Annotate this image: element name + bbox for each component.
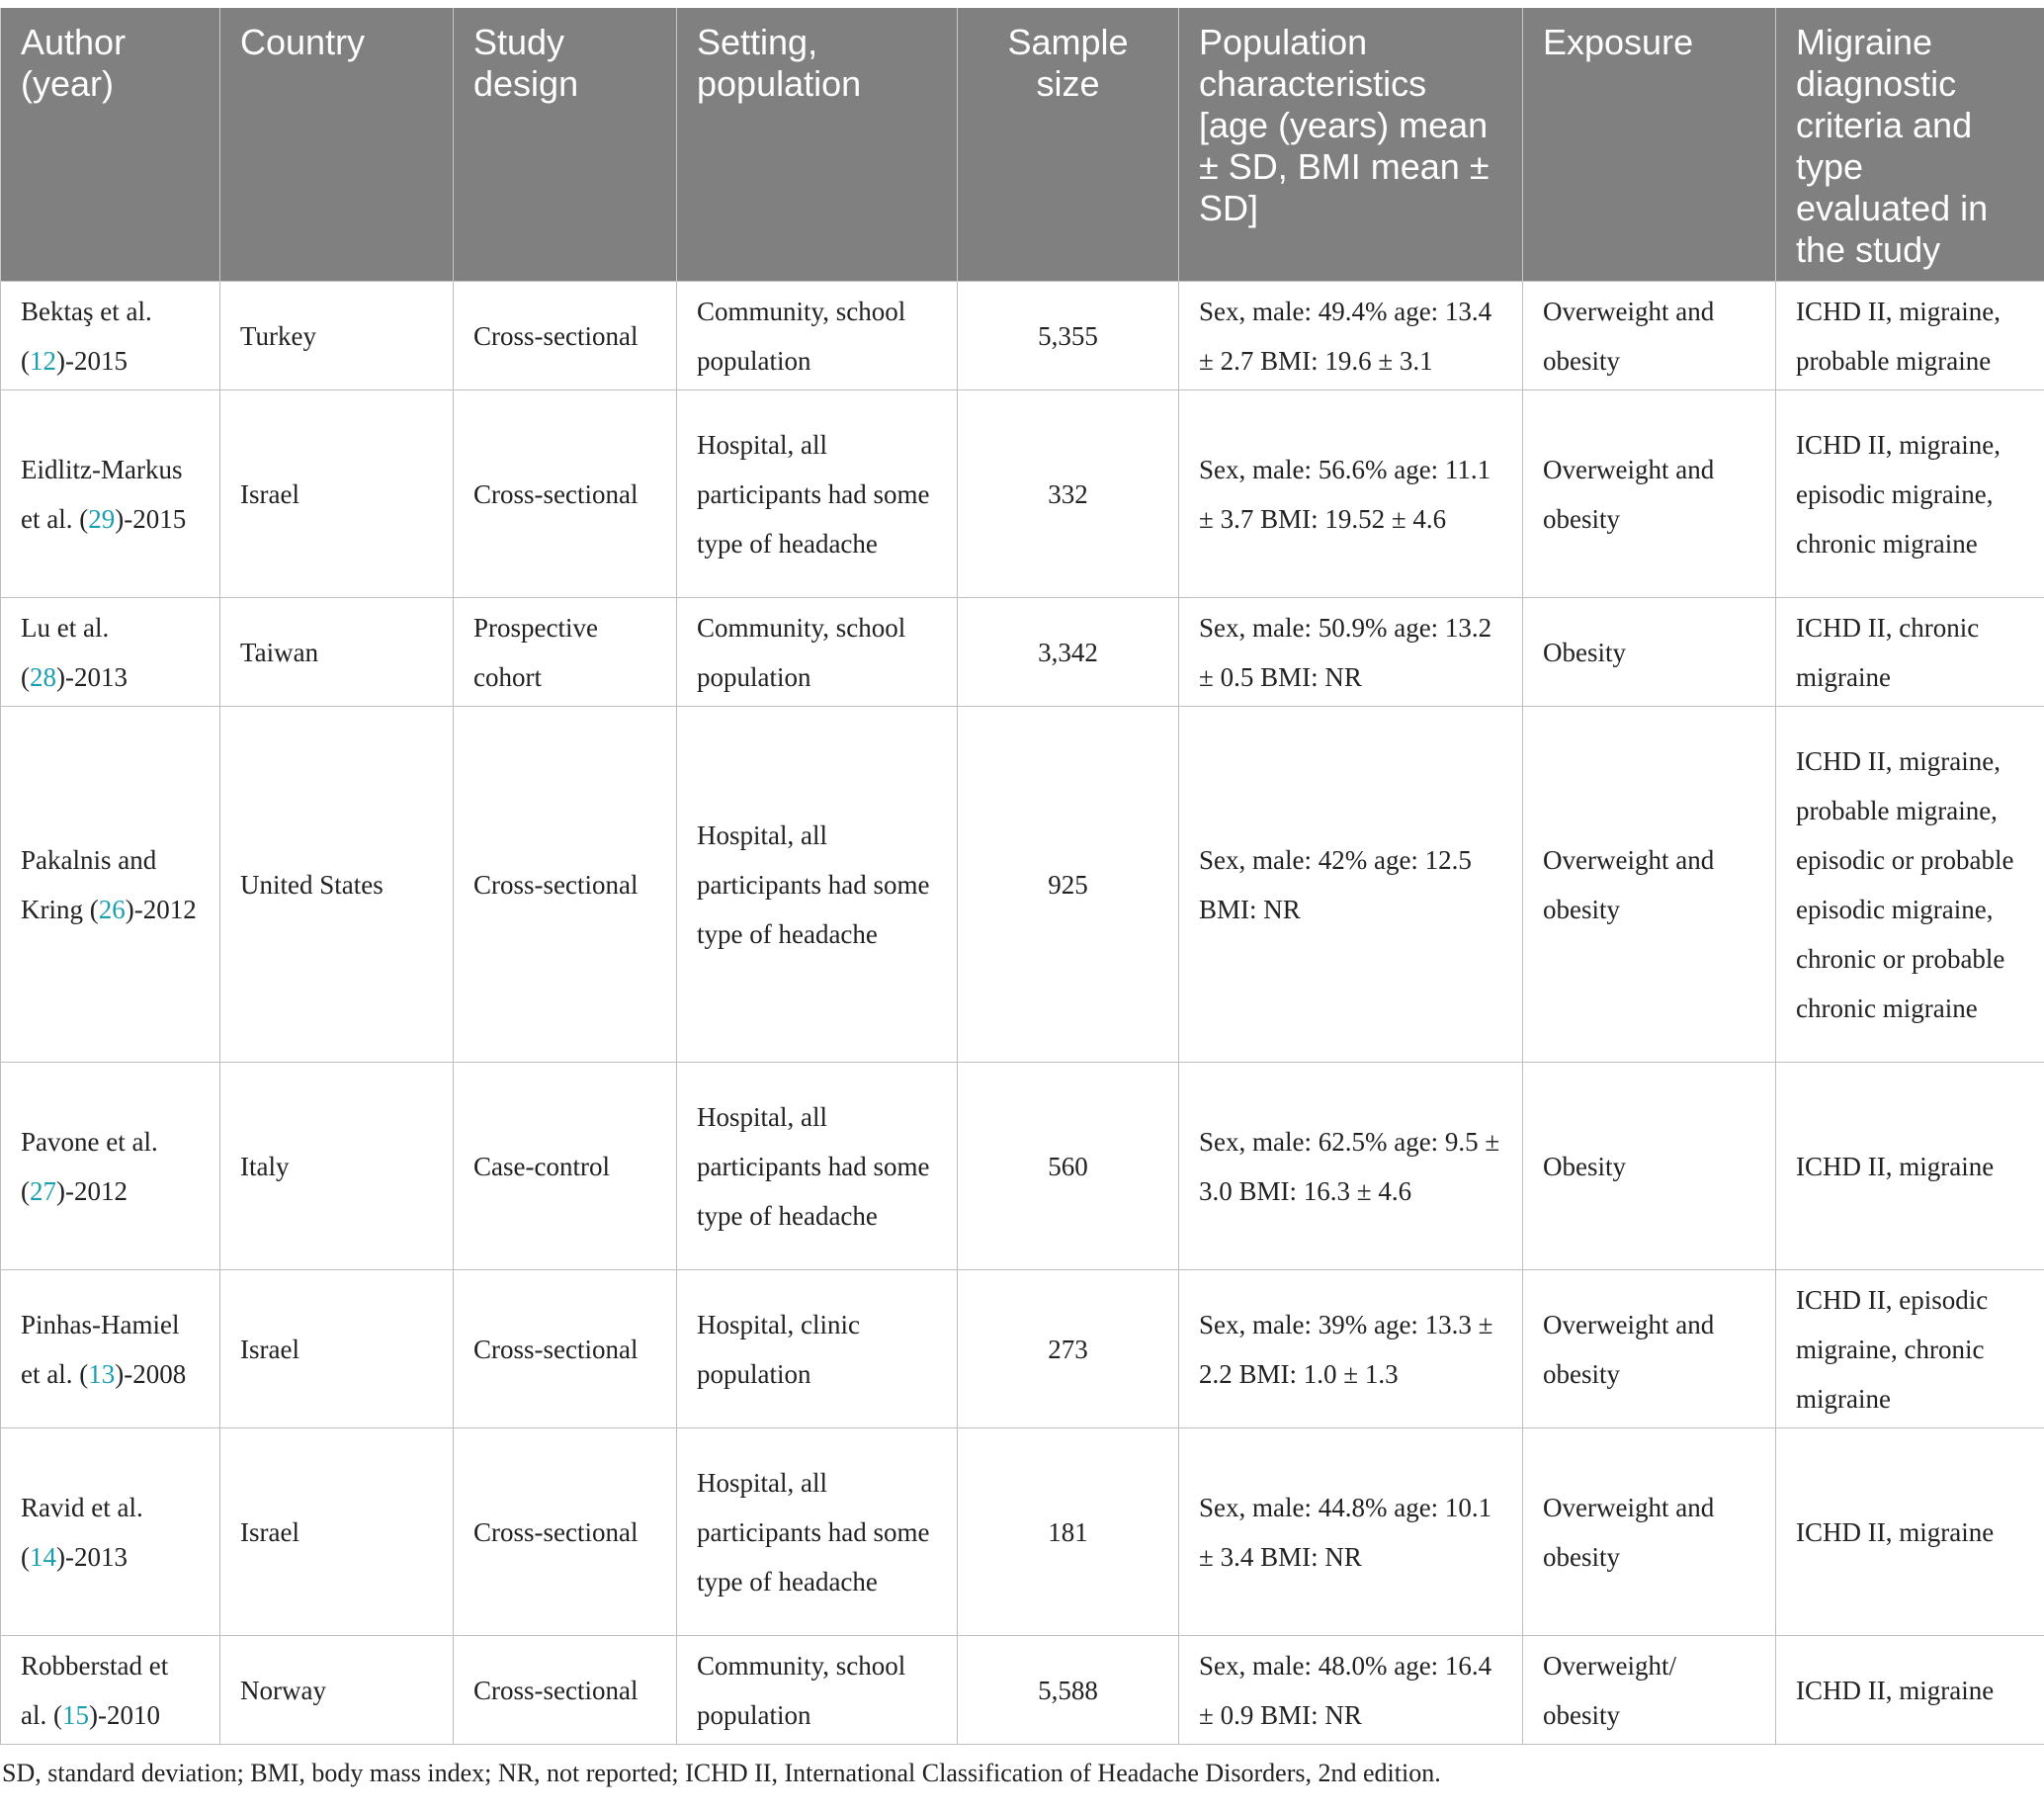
author-year: )-2010 bbox=[88, 1699, 160, 1730]
cell-exposure: Overweight and obesity bbox=[1523, 282, 1776, 390]
table-row bbox=[1, 282, 2044, 390]
cell-setting: Hospital, all participants had some type of headache bbox=[677, 1063, 958, 1270]
header-author: Author (year) bbox=[1, 8, 220, 282]
author-name: Pavone et al. ( bbox=[21, 1126, 158, 1206]
study-characteristics-table bbox=[0, 8, 2044, 1745]
cell-setting: Community, school population bbox=[677, 598, 958, 707]
header-row bbox=[1, 8, 2044, 282]
cell-population-characteristics: Sex, male: 50.9% age: 13.2 ± 0.5 BMI: NR bbox=[1179, 598, 1523, 707]
citation-link[interactable]: 14 bbox=[30, 1541, 56, 1572]
citation-link[interactable]: 13 bbox=[88, 1358, 116, 1389]
author-name: Ravid et al. ( bbox=[21, 1492, 143, 1572]
citation-link[interactable]: 27 bbox=[30, 1175, 56, 1206]
cell-sample-size: 332 bbox=[958, 390, 1179, 598]
cell-population-characteristics: Sex, male: 62.5% age: 9.5 ± 3.0 BMI: 16.3 ± 4.6 bbox=[1179, 1063, 1523, 1270]
cell-sample-size: 3,342 bbox=[958, 598, 1179, 707]
cell-study-design: Cross-sectional bbox=[454, 1270, 677, 1428]
cell-sample-size: 560 bbox=[958, 1063, 1179, 1270]
cell-sample-size: 5,588 bbox=[958, 1636, 1179, 1745]
cell-population-characteristics: Sex, male: 39% age: 13.3 ± 2.2 BMI: 1.0 ± 1.3 bbox=[1179, 1270, 1523, 1428]
author-year: )-2012 bbox=[125, 894, 197, 924]
author-year: )-2013 bbox=[56, 661, 128, 692]
cell-population-characteristics: Sex, male: 49.4% age: 13.4 ± 2.7 BMI: 19.6 ± 3.1 bbox=[1179, 282, 1523, 390]
cell-author bbox=[1, 1636, 220, 1745]
cell-study-design: Cross-sectional bbox=[454, 707, 677, 1063]
cell-exposure: Overweight and obesity bbox=[1523, 390, 1776, 598]
cell-setting: Hospital, clinic population bbox=[677, 1270, 958, 1428]
cell-setting: Community, school population bbox=[677, 1636, 958, 1745]
cell-population-characteristics: Sex, male: 56.6% age: 11.1 ± 3.7 BMI: 19.52 ± 4.6 bbox=[1179, 390, 1523, 598]
citation-link[interactable]: 26 bbox=[98, 894, 126, 924]
author-name: Pakalnis and Kring ( bbox=[21, 844, 157, 924]
table-row bbox=[1, 1636, 2044, 1745]
header-migraine-criteria: Migraine diagnostic criteria and type evaluated in the study bbox=[1776, 8, 2044, 282]
cell-sample-size: 925 bbox=[958, 707, 1179, 1063]
cell-sample-size: 5,355 bbox=[958, 282, 1179, 390]
cell-setting: Hospital, all participants had some type of headache bbox=[677, 707, 958, 1063]
author-name: Eidlitz-Markus et al. ( bbox=[21, 454, 183, 534]
cell-population-characteristics: Sex, male: 42% age: 12.5 BMI: NR bbox=[1179, 707, 1523, 1063]
cell-population-characteristics: Sex, male: 48.0% age: 16.4 ± 0.9 BMI: NR bbox=[1179, 1636, 1523, 1745]
citation-link[interactable]: 29 bbox=[88, 503, 116, 534]
cell-country: Norway bbox=[220, 1636, 454, 1745]
cell-author bbox=[1, 1270, 220, 1428]
header-sample-size: Sample size bbox=[958, 8, 1179, 282]
cell-author bbox=[1, 707, 220, 1063]
cell-exposure: Overweight and obesity bbox=[1523, 1428, 1776, 1636]
cell-author bbox=[1, 598, 220, 707]
cell-author bbox=[1, 1428, 220, 1636]
cell-migraine-criteria: ICHD II, migraine, episodic migraine, chronic migraine bbox=[1776, 390, 2044, 598]
table-row bbox=[1, 1270, 2044, 1428]
table-container bbox=[0, 8, 2044, 1788]
cell-country: Israel bbox=[220, 1428, 454, 1636]
cell-sample-size: 181 bbox=[958, 1428, 1179, 1636]
table-row bbox=[1, 1063, 2044, 1270]
cell-author bbox=[1, 390, 220, 598]
author-year: )-2012 bbox=[56, 1175, 128, 1206]
cell-migraine-criteria: ICHD II, migraine bbox=[1776, 1636, 2044, 1745]
cell-country: Turkey bbox=[220, 282, 454, 390]
header-population-characteristics: Population characteristics [age (years) mean ± SD, BMI mean ± SD] bbox=[1179, 8, 1523, 282]
author-name: Lu et al. ( bbox=[21, 612, 110, 692]
cell-migraine-criteria: ICHD II, migraine bbox=[1776, 1428, 2044, 1636]
cell-author bbox=[1, 1063, 220, 1270]
table-footnote: SD, standard deviation; BMI, body mass index; NR, not reported; ICHD II, International Classification of Headache Disorders, 2nd edition. bbox=[2, 1759, 1441, 1787]
cell-country: Italy bbox=[220, 1063, 454, 1270]
author-name: Robberstad et al. ( bbox=[21, 1650, 169, 1730]
cell-country: United States bbox=[220, 707, 454, 1063]
author-year: )-2008 bbox=[115, 1358, 187, 1389]
cell-exposure: Overweight and obesity bbox=[1523, 1270, 1776, 1428]
table-row bbox=[1, 707, 2044, 1063]
cell-exposure: Obesity bbox=[1523, 1063, 1776, 1270]
cell-migraine-criteria: ICHD II, migraine, probable migraine bbox=[1776, 282, 2044, 390]
table-row bbox=[1, 1428, 2044, 1636]
cell-study-design: Case-control bbox=[454, 1063, 677, 1270]
header-study-design: Study design bbox=[454, 8, 677, 282]
author-year: )-2015 bbox=[56, 345, 128, 376]
author-year: )-2015 bbox=[115, 503, 187, 534]
cell-migraine-criteria: ICHD II, migraine bbox=[1776, 1063, 2044, 1270]
cell-exposure: Overweight/ obesity bbox=[1523, 1636, 1776, 1745]
cell-study-design: Prospective cohort bbox=[454, 598, 677, 707]
cell-exposure: Overweight and obesity bbox=[1523, 707, 1776, 1063]
cell-country: Israel bbox=[220, 1270, 454, 1428]
citation-link[interactable]: 15 bbox=[61, 1699, 89, 1730]
cell-migraine-criteria: ICHD II, migraine, probable migraine, episodic or probable episodic migraine, chronic or probable chronic migraine bbox=[1776, 707, 2044, 1063]
cell-study-design: Cross-sectional bbox=[454, 282, 677, 390]
cell-study-design: Cross-sectional bbox=[454, 1636, 677, 1745]
citation-link[interactable]: 12 bbox=[30, 345, 56, 376]
header-exposure: Exposure bbox=[1523, 8, 1776, 282]
citation-link[interactable]: 28 bbox=[30, 661, 56, 692]
cell-country: Israel bbox=[220, 390, 454, 598]
table-row bbox=[1, 598, 2044, 707]
cell-population-characteristics: Sex, male: 44.8% age: 10.1 ± 3.4 BMI: NR bbox=[1179, 1428, 1523, 1636]
cell-exposure: Obesity bbox=[1523, 598, 1776, 707]
cell-migraine-criteria: ICHD II, episodic migraine, chronic migraine bbox=[1776, 1270, 2044, 1428]
cell-setting: Community, school population bbox=[677, 282, 958, 390]
cell-study-design: Cross-sectional bbox=[454, 1428, 677, 1636]
author-name: Pinhas-Hamiel et al. ( bbox=[21, 1309, 180, 1389]
header-country: Country bbox=[220, 8, 454, 282]
header-setting: Setting, population bbox=[677, 8, 958, 282]
table-row bbox=[1, 390, 2044, 598]
cell-author bbox=[1, 282, 220, 390]
cell-country: Taiwan bbox=[220, 598, 454, 707]
cell-study-design: Cross-sectional bbox=[454, 390, 677, 598]
author-name: Bektaş et al. ( bbox=[21, 296, 152, 376]
cell-migraine-criteria: ICHD II, chronic migraine bbox=[1776, 598, 2044, 707]
cell-setting: Hospital, all participants had some type of headache bbox=[677, 1428, 958, 1636]
cell-setting: Hospital, all participants had some type of headache bbox=[677, 390, 958, 598]
author-year: )-2013 bbox=[56, 1541, 128, 1572]
cell-sample-size: 273 bbox=[958, 1270, 1179, 1428]
